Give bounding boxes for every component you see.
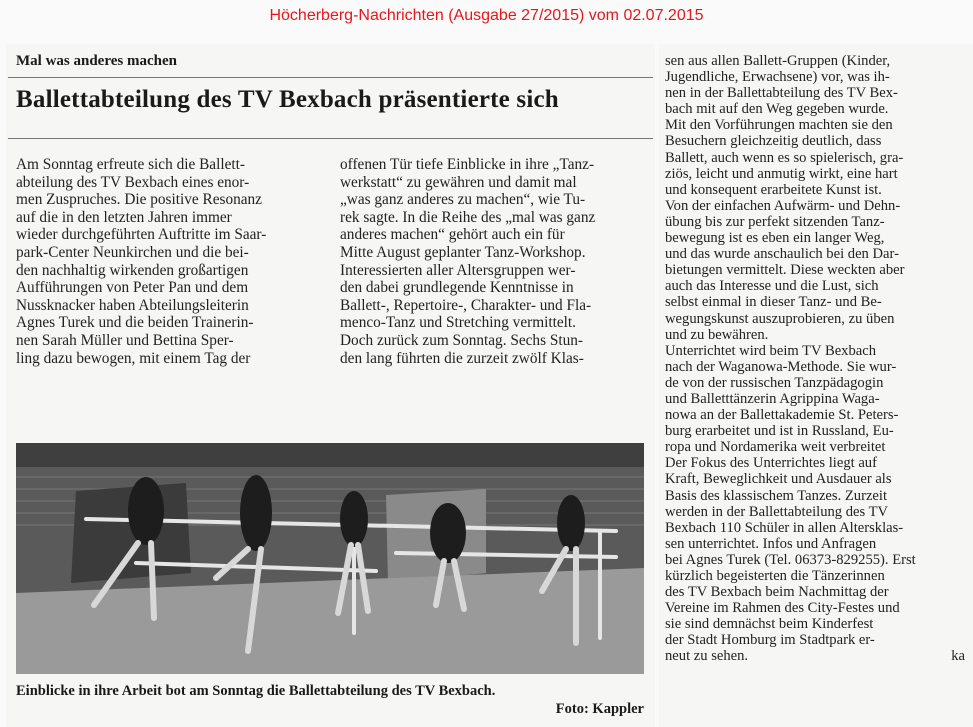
article-kicker: Mal was anderes machen [16,53,177,69]
article-column-3 [665,53,967,665]
column-3-text: sen aus allen Ballett-Gruppen (Kinder, Jugendliche, Erwachsene) vor, was ih- nen in der Ballettabteilung des TV Bex- bach mit auf den Weg gegeben wurde. Mit den Vorführungen machten sie den Besuchern gleichzeitig deutlich, dass Ballett, auch wenn es so spielerisch, gra- ziös, leicht und anmutig wirkt, eine hart und konsequent erarbeitete Kunst ist. Von der einfachen Aufwärm- und Dehn- übung bis zur perfekt sitzenden Tanz- bewegung ist es eben ein langer Weg, und das wurde anschaulich bei den Dar- bietungen vermittelt. Diese weckten aber auch das Interesse und die Lust, sich selbst einmal in dieser Tanz- und Be- wegungskunst auszuprobieren, zu üben und zu bewähren. Unterrichtet wird beim TV Bexbach nach der Waganowa-Methode. Sie wur- de von der russischen Tanzpädagogin und Balletttänzerin Agrippina Waga- nowa an der Ballettakademie St. Peters- burg erarbeitet und ist in Russland, Eu- ropa und Nordamerika weit verbreitet Der Fokus des Unterrichtes liegt auf Kraft, Beweglichkeit und Ausdauer als Basis des klassischem Tanzes. Zurzeit werden in der Ballettabteilung des TV Bexbach 110 Schüler in allen Altersklas- sen unterrichtet. Infos und Anfragen bei Agnes Turek (Tel. 06373-829255). Erst kürzlich begeisterten die Tänzerinnen des TV Bexbach beim Nachmittag der Vereine im Rahmen des City-Festes und sie sind demnächst beim Kinderfest der Stadt Homburg im Stadtpark er- neut zu sehen. [665,53,916,665]
headline-rule [8,138,653,139]
article-headline: Ballettabteilung des TV Bexbach präsentierte sich [16,86,559,113]
caption-text: Einblicke in ihre Arbeit bot am Sonntag die Ballettabteilung des TV Bexbach. [16,683,496,699]
ballet-class-image [16,443,644,674]
article-column-1 [16,156,316,367]
kicker-rule [8,77,653,78]
source-line: Höcherberg-Nachrichten (Ausgabe 27/2015) vom 02.07.2015 [269,7,704,24]
column-2-text: offenen Tür tiefe Einblicke in ihre „Tanz- werkstatt“ zu gewähren und damit mal „was ganz anderes zu machen“, wie Tu- rek sagte. In die Reihe des „mal was ganz anderes machen“ gehört auch ein für Mitte August geplanter Tanz-Workshop. Interessierten aller Altersgruppen wer- den dabei grundlegende Kenntnisse in Ballett-, Repertoire-, Charakter- und Fla- menco-Tanz und Stretching vermittelt. Doch zurück zum Sonntag. Sechs Stun- den lang führten die zurzeit zwölf Klas- [340,156,596,367]
photo-caption [16,682,644,718]
column-1-text: Am Sonntag erfreute sich die Ballett- abteilung des TV Bexbach eines enor- men Zuspruches. Die positive Resonanz auf die in den letzten Jahren immer wieder durchgeführten Auftritte im Saar- park-Center Neunkirchen und die bei- den nachhaltig wirkenden großartigen Aufführungen von Peter Pan und dem Nussknacker haben Abteilungsleiterin Agnes Turek und die beiden Trainerin- nen Sarah Müller und Bettina Sper- ling dazu bewogen, mit einem Tag der [16,156,267,367]
photo-credit: Foto: Kappler [555,701,644,717]
ballet-photo [16,443,644,674]
author-initials: ka [951,648,965,665]
article-column-2 [340,156,642,367]
